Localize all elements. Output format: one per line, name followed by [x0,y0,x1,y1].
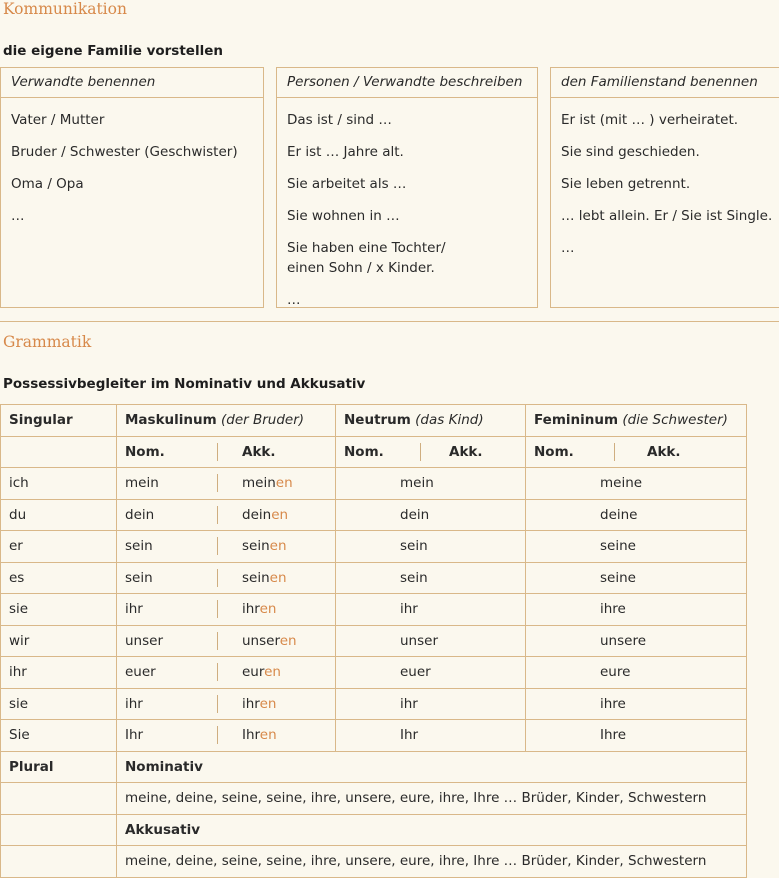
table-row [1,720,747,752]
table-row [1,531,747,563]
header-example: (das Kind) [415,412,484,429]
akkusativ-label: Akkusativ [117,814,747,846]
neut-form: euer [336,657,526,689]
nom-label: Nom. [534,443,574,460]
akk-stem: mein [242,475,276,492]
mask-nom: ihr [125,601,143,618]
header-example: (die Schwester) [622,412,728,429]
table-row [1,657,747,689]
mask-forms [117,594,336,626]
empty-cell [1,783,117,815]
box-header: den Familienstand benennen [551,68,779,98]
mask-forms [117,688,336,720]
mask-akk [217,474,293,492]
list-item: Er ist (mit … ) verheiratet. [561,112,739,128]
akk-ending: en [259,695,277,712]
akk-stem: Ihr [242,727,260,744]
list-item: … lebt allein. Er / Sie ist Single. [561,208,773,224]
akk-ending: en [259,601,277,618]
table-row [1,625,747,657]
pronoun: es [1,562,117,594]
akkusativ-forms: meine, deine, seine, seine, ihre, unsere, eure, ihre, Ihre … Brüder, Kinder, Schwestern [117,846,747,878]
pronoun: ihr [1,657,117,689]
plural-nominativ-row [1,783,747,815]
akk-ending: en [264,664,281,681]
table-row [1,688,747,720]
fem-form: meine [526,468,747,500]
mask-forms [117,531,336,563]
header-label: Neutrum [344,412,411,429]
list-item: Sie haben eine Tochter/ einen Sohn / x Kinder. [287,240,446,276]
mask-nom: dein [125,506,155,523]
mask-akk [217,632,297,650]
list-item: Sie leben getrennt. [561,176,691,192]
fem-form: ihre [526,688,747,720]
empty-cell [1,814,117,846]
list-item: … [287,292,301,308]
header-neutrum [336,405,526,437]
akk-ending: en [271,506,289,523]
header-label: Femininum [534,412,619,429]
mask-forms [117,562,336,594]
grammatik-title: Grammatik [3,333,92,351]
table-row [1,594,747,626]
mask-forms [117,625,336,657]
mask-akk [217,600,276,618]
mask-akk [217,726,277,744]
pronoun: du [1,499,117,531]
table-row [1,499,747,531]
neut-form: unser [336,625,526,657]
case-labels-neut [336,436,526,468]
pronoun: sie [1,594,117,626]
mask-akk [217,506,288,524]
neut-form: sein [336,562,526,594]
neut-form: dein [336,499,526,531]
neut-form: ihr [336,594,526,626]
header-label: Maskulinum [125,412,217,429]
header-femininum [526,405,747,437]
fem-form: ihre [526,594,747,626]
list-item: Sie arbeitet als … [287,176,407,192]
plural-label: Plural [1,751,117,783]
header-example: (der Bruder) [221,412,305,429]
nom-label: Nom. [344,443,384,460]
table-header-row [1,405,747,437]
table-subheader-row [1,436,747,468]
pronoun: Sie [1,720,117,752]
list-item: Vater / Mutter [11,112,105,128]
nom-label: Nom. [125,443,165,460]
plural-header-row [1,751,747,783]
akk-label: Akk. [217,443,276,461]
case-labels-mask [117,436,336,468]
table-row [1,468,747,500]
section-divider [0,321,779,322]
akk-stem: sein [242,538,270,555]
list-item: … [561,240,575,256]
nominativ-label: Nominativ [117,751,747,783]
akk-label: Akk. [614,443,681,461]
mask-akk [217,695,276,713]
akk-stem: ihr [242,695,260,712]
mask-forms [117,468,336,500]
empty-cell [1,436,117,468]
mask-nom: sein [125,538,153,555]
akk-ending: en [279,632,297,649]
fem-form: eure [526,657,747,689]
table-row [1,562,747,594]
list-item: Er ist … Jahre alt. [287,144,404,160]
list-item: Oma / Opa [11,176,84,192]
list-item: … [11,208,25,224]
plural-akkusativ-row [1,846,747,878]
kommunikation-title: Kommunikation [3,0,127,18]
box-header: Personen / Verwandte beschreiben [277,68,537,98]
akk-stem: ihr [242,601,260,618]
grammatik-subtitle: Possessivbegleiter im Nominativ und Akkusativ [3,376,366,392]
akk-stem: unser [242,632,280,649]
mask-nom: sein [125,569,153,586]
mask-nom: euer [125,664,156,681]
pronoun: er [1,531,117,563]
akk-ending: en [275,475,293,492]
fem-form: Ihre [526,720,747,752]
neut-form: sein [336,531,526,563]
akk-stem: dein [242,506,272,523]
fem-form: seine [526,562,747,594]
pronoun: ich [1,468,117,500]
nominativ-forms: meine, deine, seine, seine, ihre, unsere, eure, ihre, Ihre … Brüder, Kinder, Schwestern [117,783,747,815]
mask-forms [117,499,336,531]
mask-akk [217,537,287,555]
mask-nom: mein [125,475,159,492]
box-personen-beschreiben [276,67,538,308]
mask-akk [217,663,281,681]
fem-form: unsere [526,625,747,657]
akk-ending: en [269,569,287,586]
header-maskulinum [117,405,336,437]
neut-form: Ihr [336,720,526,752]
list-item: Das ist / sind … [287,112,392,128]
case-labels-fem [526,436,747,468]
pronoun: sie [1,688,117,720]
fem-form: seine [526,531,747,563]
plural-akkusativ-header-row [1,814,747,846]
fem-form: deine [526,499,747,531]
akk-ending: en [269,538,287,555]
akk-label: Akk. [420,443,483,461]
box-header: Verwandte benennen [1,68,263,98]
empty-cell [1,846,117,878]
akk-stem: eur [242,664,265,681]
list-item: Bruder / Schwester (Geschwister) [11,144,238,160]
mask-akk [217,569,287,587]
box-familienstand [550,67,779,308]
box-verwandte-benennen [0,67,264,308]
kommunikation-subtitle: die eigene Familie vorstellen [3,43,223,59]
akk-ending: en [259,727,277,744]
pronoun: wir [1,625,117,657]
mask-forms [117,720,336,752]
mask-nom: unser [125,632,164,649]
mask-forms [117,657,336,689]
neut-form: mein [336,468,526,500]
list-item: Sie sind geschieden. [561,144,700,160]
list-item: Sie wohnen in … [287,208,400,224]
header-singular: Singular [1,405,117,437]
mask-nom: Ihr [125,727,144,744]
akk-stem: sein [242,569,270,586]
possessive-table [0,404,747,878]
neut-form: ihr [336,688,526,720]
mask-nom: ihr [125,695,143,712]
